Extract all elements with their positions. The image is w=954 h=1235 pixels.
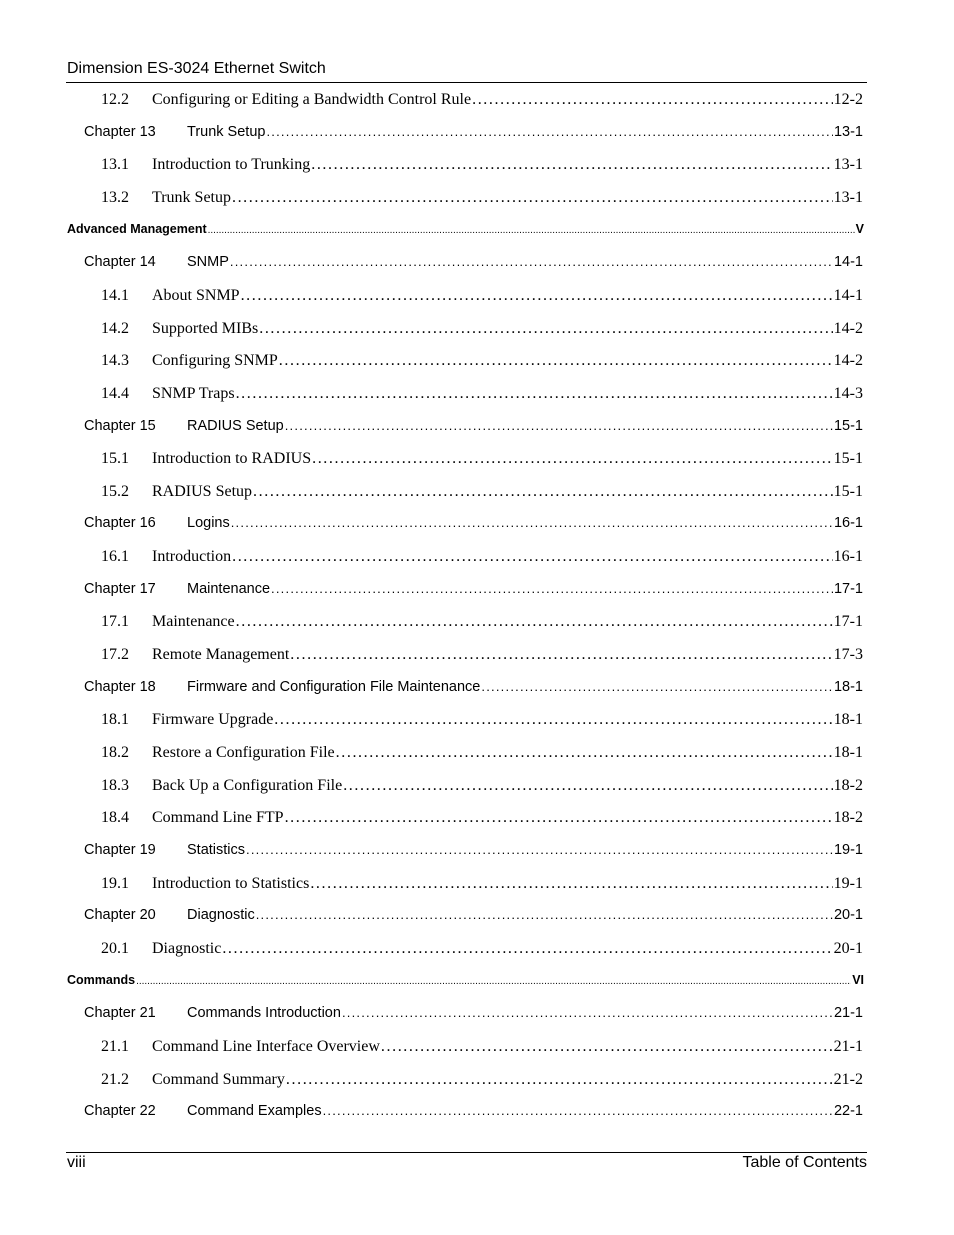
toc-entry-number: 13.1 — [101, 156, 129, 174]
toc-entry-title: Commands Introduction — [187, 1005, 341, 1022]
toc-entry-title: RADIUS Setup — [187, 417, 284, 434]
toc-dot-leader — [231, 515, 833, 530]
toc-entry-title: Maintenance — [187, 580, 271, 597]
toc-entry-page: 19-1 — [833, 841, 863, 858]
toc-entry-title: Introduction to RADIUS — [152, 450, 312, 468]
toc-dot-leader — [336, 744, 833, 762]
toc-entry-number: 12.2 — [101, 91, 129, 108]
toc-entry-number: Chapter 14 — [84, 254, 156, 271]
toc-dot-leader — [266, 124, 833, 139]
toc-entry-chapter[interactable] — [0, 124, 954, 146]
toc-entry-page: VI — [852, 972, 864, 987]
toc-dot-leader — [290, 646, 832, 664]
toc-entry-section[interactable] — [0, 352, 954, 374]
toc-entry-title: Back Up a Configuration File — [152, 776, 343, 794]
toc-entry-title: Introduction to Trunking — [152, 156, 311, 174]
toc-entry-number: 17.1 — [101, 613, 129, 631]
toc-entry-page: 17-1 — [833, 580, 863, 597]
toc-entry-title: Firmware and Configuration File Maintenance — [187, 678, 481, 695]
toc-entry-section[interactable] — [0, 1038, 954, 1060]
toc-entry-number: Chapter 19 — [84, 841, 156, 858]
toc-entry-number: 21.2 — [101, 1070, 129, 1088]
toc-entry-title: Configuring or Editing a Bandwidth Control Rule — [152, 91, 472, 108]
toc-entry-title: Command Examples — [187, 1103, 322, 1120]
toc-entry-chapter[interactable] — [0, 254, 954, 276]
toc-dot-leader — [285, 418, 833, 433]
toc-entry-section[interactable] — [0, 483, 954, 505]
toc-dot-leader — [472, 91, 833, 109]
toc-entry-section[interactable] — [0, 711, 954, 733]
toc-entry-title: Configuring SNMP — [152, 352, 278, 370]
toc-entry-title: Commands — [67, 972, 136, 987]
footer-page-number: viii — [67, 1154, 86, 1171]
toc-entry-page: 17-3 — [833, 646, 863, 664]
toc-entry-page: 13-1 — [833, 156, 863, 174]
toc-dot-leader — [208, 225, 855, 236]
toc-entry-page: 15-1 — [833, 450, 863, 468]
toc-entry-page: 19-1 — [833, 874, 863, 892]
toc-entry-number: Chapter 20 — [84, 907, 156, 924]
toc-entry-page: 14-2 — [833, 319, 863, 337]
toc-entry-section[interactable] — [0, 189, 954, 211]
toc-entry-title: Logins — [187, 515, 230, 532]
toc-dot-leader — [343, 777, 832, 795]
toc-entry-number: 14.4 — [101, 384, 129, 402]
toc-entry-number: Chapter 15 — [84, 417, 156, 434]
toc-entry-number: 21.1 — [101, 1037, 129, 1055]
toc-entry-page: 14-3 — [833, 384, 863, 402]
toc-entry-title: Diagnostic — [187, 907, 255, 924]
toc-entry-page: 12-2 — [833, 91, 863, 108]
toc-entry-number: 16.1 — [101, 548, 129, 566]
toc-entry-number: 19.1 — [101, 874, 129, 892]
toc-entry-title: Diagnostic — [152, 939, 222, 957]
toc-entry-number: 14.1 — [101, 286, 129, 304]
toc-entry-chapter[interactable] — [0, 581, 954, 603]
toc-entry-section[interactable] — [0, 548, 954, 570]
toc-entry-number: 14.3 — [101, 352, 129, 370]
toc-entry-page: 15-1 — [833, 417, 863, 434]
toc-entry-title: Remote Management — [152, 646, 290, 664]
toc-entry-section[interactable] — [0, 809, 954, 831]
toc-dot-leader — [279, 352, 833, 370]
toc-dot-leader — [236, 385, 833, 403]
toc-entry-title: Firmware Upgrade — [152, 711, 274, 729]
toc-entry-number: Chapter 13 — [84, 123, 156, 140]
footer-rule — [66, 1152, 867, 1153]
toc-entry-chapter[interactable] — [0, 1005, 954, 1027]
toc-dot-leader — [256, 907, 833, 922]
toc-entry-title: Introduction to Statistics — [152, 874, 310, 892]
toc-entry-page: 14-2 — [833, 352, 863, 370]
toc-entry-chapter[interactable] — [0, 842, 954, 864]
toc-entry-title: Introduction — [152, 548, 232, 566]
toc-entry-number: 15.2 — [101, 482, 129, 500]
toc-entry-title: Statistics — [187, 841, 246, 858]
toc-dot-leader — [381, 1038, 833, 1056]
toc-dot-leader — [246, 842, 833, 857]
toc-entry-number: 18.4 — [101, 809, 129, 827]
toc-dot-leader — [136, 976, 851, 987]
toc-entry-section[interactable] — [0, 320, 954, 342]
toc-entry-chapter[interactable] — [0, 418, 954, 440]
toc-entry-title: RADIUS Setup — [152, 482, 253, 500]
toc-dot-leader — [232, 189, 833, 207]
toc-entry-number: Chapter 21 — [84, 1005, 156, 1022]
toc-entry-chapter[interactable] — [0, 679, 954, 701]
toc-entry-title: Command Summary — [152, 1070, 285, 1088]
toc-entry-title: About SNMP — [152, 286, 240, 304]
toc-entry-number: 18.3 — [101, 776, 129, 794]
toc-dot-leader — [285, 809, 833, 827]
toc-entry-page: 21-2 — [833, 1070, 863, 1088]
toc-entry-page: 18-1 — [833, 678, 863, 695]
toc-entry-section[interactable] — [0, 1071, 954, 1093]
toc-dot-leader — [230, 254, 833, 269]
toc-entry-title: Trunk Setup — [187, 123, 266, 140]
toc-entry-number: Chapter 16 — [84, 515, 156, 532]
toc-entry-page: 18-1 — [833, 744, 863, 761]
toc-entry-title: Supported MIBs — [152, 319, 259, 337]
toc-entry-page: 21-1 — [833, 1005, 863, 1022]
toc-dot-leader — [241, 287, 833, 305]
toc-entry-section[interactable] — [0, 646, 954, 668]
toc-entry-number: 17.2 — [101, 646, 129, 664]
toc-entry-page: 18-2 — [833, 776, 863, 794]
toc-dot-leader — [222, 940, 832, 958]
toc-dot-leader — [232, 548, 833, 566]
toc-entry-page: 20-1 — [833, 939, 863, 957]
toc-entry-section[interactable] — [0, 287, 954, 309]
toc-entry-number: 18.2 — [101, 744, 129, 761]
toc-entry-page: 16-1 — [833, 515, 863, 532]
toc-entry-title: Command Line FTP — [152, 809, 284, 827]
toc-entry-title: SNMP — [187, 254, 229, 271]
toc-entry-chapter[interactable] — [0, 1103, 954, 1125]
toc-entry-section[interactable] — [0, 777, 954, 799]
toc-entry-page: 20-1 — [833, 907, 863, 924]
toc-dot-leader — [311, 156, 832, 174]
toc-entry-number: 15.1 — [101, 450, 129, 468]
toc-entry-number: Chapter 18 — [84, 678, 156, 695]
toc-dot-leader — [312, 450, 833, 468]
toc-entry-section[interactable] — [0, 744, 954, 766]
toc-entry-page: 18-2 — [833, 809, 863, 827]
toc-entry-page: 13-1 — [833, 188, 863, 206]
toc-entry-chapter[interactable] — [0, 515, 954, 537]
toc-entry-title: Maintenance — [152, 613, 235, 631]
toc-entry-title: Trunk Setup — [152, 188, 231, 206]
toc-entry-number: 18.1 — [101, 711, 129, 729]
toc-entry-page: 21-1 — [833, 1037, 863, 1055]
toc-dot-leader — [274, 711, 832, 729]
toc-dot-leader — [253, 483, 833, 501]
toc-entry-section[interactable] — [0, 91, 954, 113]
toc-entry-section[interactable] — [0, 875, 954, 897]
toc-entry-number: 14.2 — [101, 319, 129, 337]
toc-dot-leader — [271, 581, 833, 596]
toc-entry-number: Chapter 22 — [84, 1103, 156, 1120]
toc-entry-page: 17-1 — [833, 613, 863, 631]
toc-entry-page: 13-1 — [833, 123, 863, 140]
toc-dot-leader — [236, 613, 833, 631]
toc-entry-title: SNMP Traps — [152, 384, 235, 402]
toc-entry-page: 15-1 — [833, 482, 863, 500]
toc-entry-number: Chapter 17 — [84, 580, 156, 597]
toc-entry-title: Restore a Configuration File — [152, 744, 335, 761]
toc-entry-number: 20.1 — [101, 939, 129, 957]
toc-entry-part[interactable] — [0, 973, 954, 995]
page-header-title: Dimension ES-3024 Ethernet Switch — [67, 60, 326, 77]
toc-entry-section[interactable] — [0, 613, 954, 635]
toc-entry-section[interactable] — [0, 940, 954, 962]
footer-section-title: Table of Contents — [742, 1154, 867, 1171]
header-rule — [66, 82, 867, 83]
toc-entry-page: 18-1 — [833, 711, 863, 729]
toc-dot-leader — [481, 679, 833, 694]
toc-entry-section[interactable] — [0, 450, 954, 472]
toc-entry-page: 16-1 — [833, 548, 863, 566]
toc-dot-leader — [342, 1005, 833, 1020]
toc-entry-page: 14-1 — [833, 254, 863, 271]
toc-entry-title: Command Line Interface Overview — [152, 1037, 380, 1055]
toc-dot-leader — [323, 1103, 833, 1118]
toc-entry-section[interactable] — [0, 385, 954, 407]
toc-entry-page: 14-1 — [833, 286, 863, 304]
toc-entry-section[interactable] — [0, 156, 954, 178]
toc-entry-part[interactable] — [0, 222, 954, 244]
toc-dot-leader — [310, 875, 832, 893]
toc-dot-leader — [286, 1071, 833, 1089]
toc-entry-title: Advanced Management — [67, 221, 207, 236]
toc-entry-chapter[interactable] — [0, 907, 954, 929]
toc-entry-number: 13.2 — [101, 188, 129, 206]
toc-dot-leader — [259, 320, 832, 338]
toc-entry-page: 22-1 — [833, 1103, 863, 1120]
toc-entry-page: V — [855, 221, 864, 236]
